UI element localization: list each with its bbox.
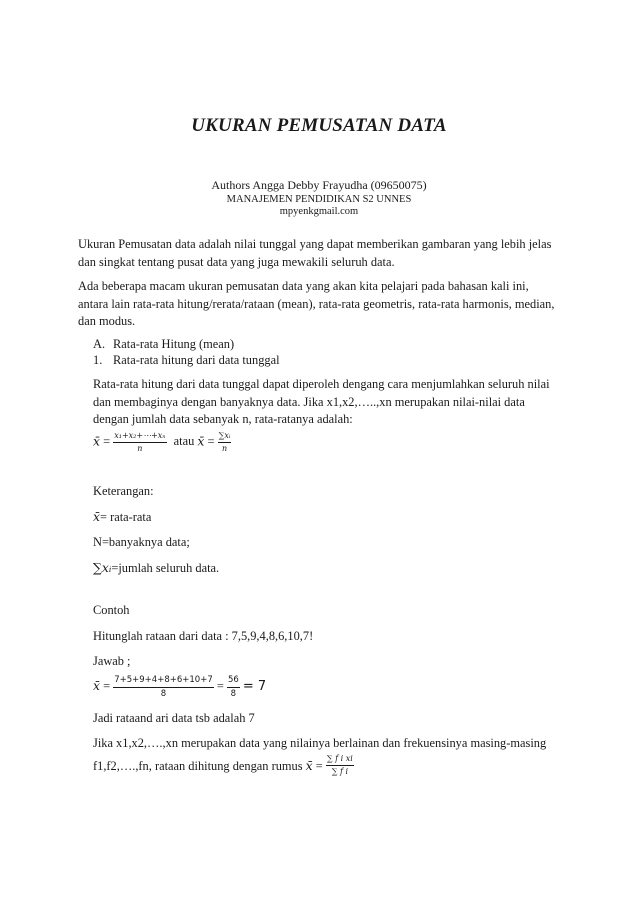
equals-sign: =: [103, 434, 111, 449]
frequency-paragraph: [93, 735, 573, 776]
text-line: dan singkat tentang pusat data yang juga mewakili seluruh data.: [78, 254, 395, 269]
denominator: ∑ f i: [331, 766, 349, 776]
equals-sign: =: [315, 758, 323, 773]
list-marker: 1.: [93, 353, 103, 367]
text-line: Jika x1,x2,….,xn merupakan data yang nilainya berlainan dan frekuensinya masing-masing: [93, 736, 547, 750]
keterangan-n: N=banyaknya data;: [93, 535, 190, 549]
fraction: [218, 432, 232, 453]
xbar-symbol: x̄: [305, 757, 313, 773]
text-line: antara lain rata-rata hitung/rerata/rataan (mean), rata-rata geometris, rata-rata harmonis, median,: [78, 296, 555, 311]
text-line: dan membaginya dengan banyaknya data. Jika x1,x2,…..,xn merupakan nilai-nilai data: [93, 394, 525, 409]
result-value: = 7: [242, 678, 267, 694]
numerator: 56: [227, 676, 240, 688]
denominator: n: [137, 444, 143, 453]
subsection-title: Rata-rata hitung dari data tunggal: [113, 353, 280, 367]
xbar-symbol: x̄: [93, 509, 100, 524]
equals-sign: =: [103, 678, 111, 693]
definition-text: =jumlah seluruh data.: [111, 561, 220, 575]
denominator: n: [221, 444, 228, 453]
section-heading-a: [93, 336, 573, 354]
text-line: Ukuran Pemusatan data adalah nilai tunggal yang dapat memberikan gambaran yang lebih jelas: [78, 237, 552, 251]
body-paragraph-3: [93, 376, 573, 429]
numerator: x₁+x₂+⋯+xₙ: [113, 432, 166, 443]
fraction: [113, 432, 166, 453]
contoh-conclusion: Jadi rataand ari data tsb adalah 7: [93, 711, 255, 725]
section-title: Rata-rata Hitung (mean): [113, 337, 235, 351]
contoh-jawab: Jawab ;: [93, 654, 131, 668]
numerator: 7+5+9+4+8+6+10+7: [113, 676, 214, 688]
intro-paragraph-2: [78, 278, 570, 331]
authors-line: Authors Angga Debby Frayudha (09650075): [211, 178, 427, 192]
contoh-heading: Contoh: [93, 603, 130, 617]
sum-symbol: ∑xᵢ: [93, 560, 112, 575]
email-line: mpyenkgmail.com: [279, 206, 359, 217]
equals-sign: =: [207, 434, 215, 449]
keterangan-heading: Keterangan:: [93, 484, 154, 498]
definition-text: = rata-rata: [100, 510, 152, 524]
subsection-heading-1: [93, 352, 573, 370]
xbar-symbol: x̄: [197, 433, 205, 449]
text-line: [93, 755, 573, 776]
affiliation-line: MANAJEMEN PENDIDIKAN S2 UNNES: [226, 194, 412, 205]
text-line: Ada beberapa macam ukuran pemusatan data yang akan kita pelajari pada bahasan kali ini,: [78, 279, 529, 293]
contoh-question: Hitunglah rataan dari data : 7,5,9,4,8,6,10,7!: [93, 629, 314, 643]
keterangan-sum: [93, 559, 573, 578]
text-line: dengan jumlah data sebanyak n, rata-ratanya adalah:: [93, 412, 353, 426]
connector-word: atau: [173, 434, 195, 449]
text-line: dan modus.: [78, 314, 136, 328]
text-span: f1,f2,….,fn, rataan dihitung dengan rumus: [93, 758, 303, 773]
fraction: [113, 676, 214, 698]
numerator: ∑xᵢ: [218, 432, 232, 443]
denominator: 8: [230, 688, 237, 699]
xbar-symbol: x̄: [93, 677, 100, 693]
xbar-symbol: x̄: [93, 433, 100, 449]
page-title: UKURAN PEMUSATAN DATA: [191, 115, 447, 136]
mean-formula: [93, 432, 231, 453]
keterangan-mean: [93, 508, 573, 527]
fraction: [227, 676, 240, 698]
numerator: ∑ f i xi: [326, 755, 354, 766]
denominator: 8: [160, 688, 167, 699]
text-line: Rata-rata hitung dari data tunggal dapat diperoleh dengang cara menjumlahkan seluruh nilai: [93, 377, 550, 391]
fraction: [326, 755, 354, 776]
intro-paragraph-1: [78, 236, 570, 271]
equals-sign: =: [216, 678, 224, 693]
example-formula: [93, 676, 266, 698]
list-marker: A.: [93, 337, 106, 351]
